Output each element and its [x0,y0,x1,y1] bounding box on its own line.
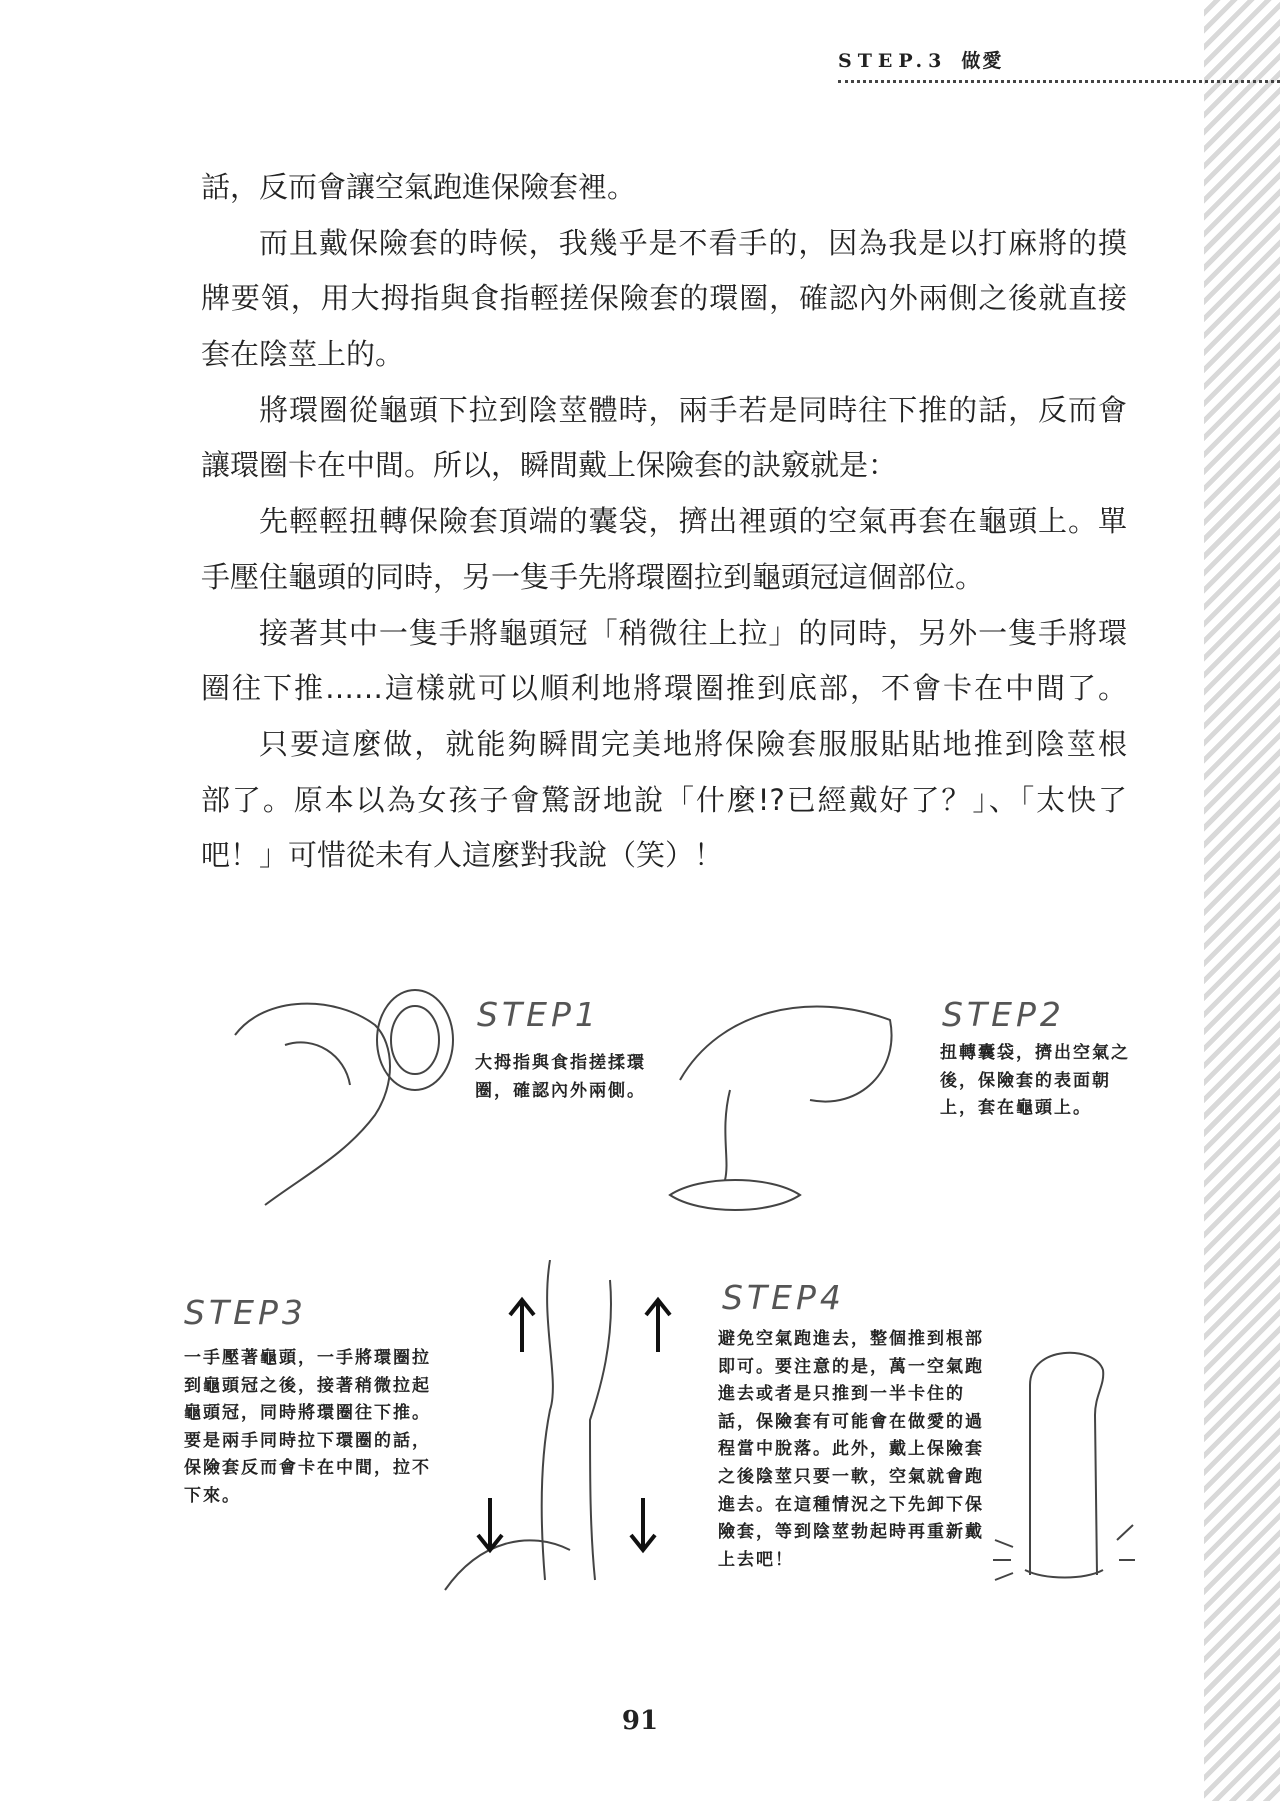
body-line: 牌要領，用大拇指與食指輕搓保險套的環圈，確認內外兩側之後就直接 [201,281,1127,316]
step1-illustration [225,975,475,1215]
body-line: 先輕輕扭轉保險套頂端的囊袋，擠出裡頭的空氣再套在龜頭上。單 [259,504,1127,539]
step1-caption [475,1050,646,1105]
body-line: 而且戴保險套的時候，我幾乎是不看手的，因為我是以打麻將的摸 [259,225,1127,260]
body-line: 接著其中一隻手將龜頭冠「稍微往上拉」的同時，另外一隻手將環 [259,615,1127,650]
step2-caption [940,1040,1130,1123]
caption-line: 圈，確認內外兩側。 [475,1080,646,1101]
caption-line: 下來。 [184,1485,241,1506]
caption-line: 即可。要注意的是，萬一空氣跑 [718,1356,984,1377]
page-number: 91 [621,1706,659,1736]
caption-line: 保險套反而會卡在中間，拉不 [184,1458,431,1479]
caption-line: 要是兩手同時拉下環圈的話， [184,1430,431,1451]
caption-line: 程當中脫落。此外，戴上保險套 [718,1439,984,1460]
caption-line: 進去或者是只推到一半卡住的 [718,1384,965,1405]
body-line: 圈往下推……這樣就可以順利地將環圈推到底部，不會卡在中間了。 [201,671,1127,706]
caption-line: 進去。在這種情況之下先卸下保 [718,1494,984,1515]
caption-line: 一手壓著龜頭，一手將環圈拉 [184,1348,431,1368]
step1-label: STEP1 [477,995,600,1034]
step3-illustration [440,1260,680,1600]
caption-line: 後，保險套的表面朝 [940,1070,1111,1091]
body-line: 話，反而會讓空氣跑進保險套裡。 [201,170,637,204]
body-line: 將環圈從龜頭下拉到陰莖體時，兩手若是同時往下推的話，反而會 [259,392,1127,427]
arrow-icons [478,1300,670,1550]
header-divider [838,80,1280,83]
step4-caption [718,1326,984,1574]
body-line: 讓環圈卡在中間。所以，瞬間戴上保險套的訣竅就是： [201,448,898,483]
header-title: 做愛 [961,50,1004,72]
body-line: 吧！」可惜從未有人這麼對我說（笑）！ [201,838,724,873]
caption-line: 上去吧！ [718,1549,794,1570]
caption-line: 扭轉囊袋，擠出空氣之 [940,1043,1130,1063]
caption-line: 險套，等到陰莖勃起時再重新戴 [718,1522,984,1543]
caption-line: 大拇指與食指搓揉環 [475,1053,646,1073]
caption-line: 到龜頭冠之後，接著稍微拉起 [184,1375,431,1396]
body-line: 只要這麼做，就能夠瞬間完美地將保險套服服貼貼地推到陰莖根 [259,726,1127,761]
step4-label: STEP4 [722,1278,845,1317]
body-text [201,160,1127,884]
body-line: 部了。原本以為女孩子會驚訝地說「什麼!?已經戴好了？」、「太快了 [201,782,1127,817]
step3-caption [184,1345,431,1511]
caption-line: 話，保險套有可能會在做愛的過 [718,1411,984,1432]
caption-line: 上，套在龜頭上。 [940,1098,1092,1119]
caption-line: 之後陰莖只要一軟，空氣就會跑 [718,1466,984,1487]
step2-label: STEP2 [942,995,1065,1034]
header-section: STEP.3 [838,50,948,72]
step3-label: STEP3 [184,1293,307,1332]
step4-illustration [985,1325,1145,1595]
caption-line: 龜頭冠，同時將環圈往下推。 [184,1403,431,1424]
step2-illustration [660,990,920,1220]
body-line: 套在陰莖上的。 [201,337,405,372]
caption-line: 避免空氣跑進去，整個推到根部 [718,1329,984,1349]
body-line: 手壓住龜頭的同時，另一隻手先將環圈拉到龜頭冠這個部位。 [201,559,985,594]
running-header [838,46,1003,73]
page-edge-stripes [1204,0,1280,1801]
